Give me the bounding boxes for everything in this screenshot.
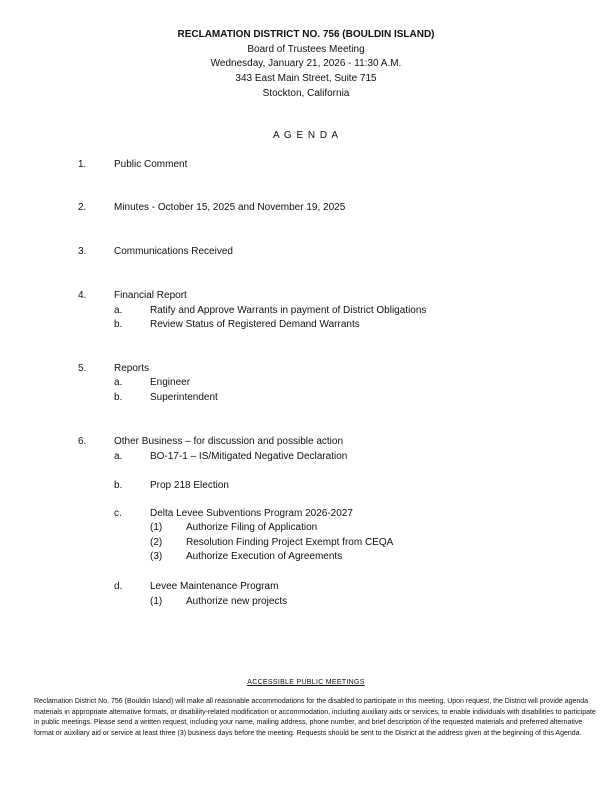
- sub-sub-item: Authorize Filing of Application: [186, 522, 318, 533]
- sub-sub-item: Authorize new projects: [186, 596, 288, 607]
- sub-sub-item-number: (1): [150, 522, 163, 533]
- sub-item: Engineer: [150, 377, 191, 388]
- item-number: 5.: [78, 363, 87, 374]
- item-number: 2.: [78, 202, 87, 213]
- sub-item: Review Status of Registered Demand Warrants: [150, 319, 360, 330]
- agenda-item: Other Business – for discussion and possible action: [114, 436, 344, 447]
- agenda-item: Communications Received: [114, 246, 233, 257]
- sub-item-letter: a.: [114, 451, 123, 462]
- sub-item: Levee Maintenance Program: [150, 581, 279, 592]
- sub-sub-item-number: (3): [150, 551, 163, 562]
- agenda-item: Minutes - October 15, 2025 and November 19, 2025: [114, 202, 346, 213]
- sub-item-letter: b.: [114, 392, 123, 403]
- sub-item: Delta Levee Subventions Program 2026-2027: [150, 508, 353, 519]
- sub-sub-item-number: (1): [150, 596, 163, 607]
- meeting-city: Stockton, California: [262, 88, 350, 99]
- sub-item-letter: b.: [114, 480, 123, 491]
- agenda-item: Financial Report: [114, 290, 187, 301]
- sub-sub-item: Resolution Finding Project Exempt from CEQA: [186, 537, 394, 548]
- sub-sub-item: Authorize Execution of Agreements: [186, 551, 343, 562]
- sub-item-letter: d.: [114, 581, 123, 592]
- sub-sub-item-number: (2): [150, 537, 163, 548]
- item-number: 1.: [78, 159, 87, 170]
- agenda-title: A G E N D A: [272, 130, 340, 141]
- sub-item-letter: b.: [114, 319, 123, 330]
- sub-item: BO-17-1 – IS/Mitigated Negative Declaration: [150, 451, 348, 462]
- sub-item-letter: a.: [114, 377, 123, 388]
- agenda-item: Public Comment: [114, 159, 188, 170]
- sub-item: Prop 218 Election: [150, 480, 229, 491]
- item-number: 4.: [78, 290, 87, 301]
- sub-item-letter: a.: [114, 305, 123, 316]
- accessible-meetings-notice: Reclamation District No. 756 (Bouldin Island) will make all reasonable accommodations for the disabled to participate in this meeting. Upon request, the District will provide agenda materials in appropriate alternative formats, or disability-related modification or accommodation, including auxiliary aids or services, to enable individuals with disabilities to participate in public meetings. Please send a written request, including your name, mailing address, phone number, and brief description of the requested materials and preferred alternative format or auxiliary aid or service at least three (3) business days before the meeting. Requests should be sent to the District at the address given at the beginning of this Agenda.: [34, 698, 596, 737]
- accessible-meetings-heading: ACCESSIBLE PUBLIC MEETINGS: [247, 679, 365, 686]
- sub-item: Ratify and Approve Warrants in payment of District Obligations: [150, 305, 427, 316]
- item-number: 6.: [78, 436, 87, 447]
- agenda-item: Reports: [114, 363, 150, 374]
- meeting-address: 343 East Main Street, Suite 715: [235, 73, 377, 84]
- meeting-name: Board of Trustees Meeting: [247, 44, 365, 55]
- district-name: RECLAMATION DISTRICT NO. 756 (BOULDIN ISLAND): [177, 29, 435, 40]
- sub-item-letter: c.: [114, 508, 122, 519]
- item-number: 3.: [78, 246, 87, 257]
- meeting-datetime: Wednesday, January 21, 2026 - 11:30 A.M.: [210, 58, 402, 69]
- sub-item: Superintendent: [150, 392, 218, 403]
